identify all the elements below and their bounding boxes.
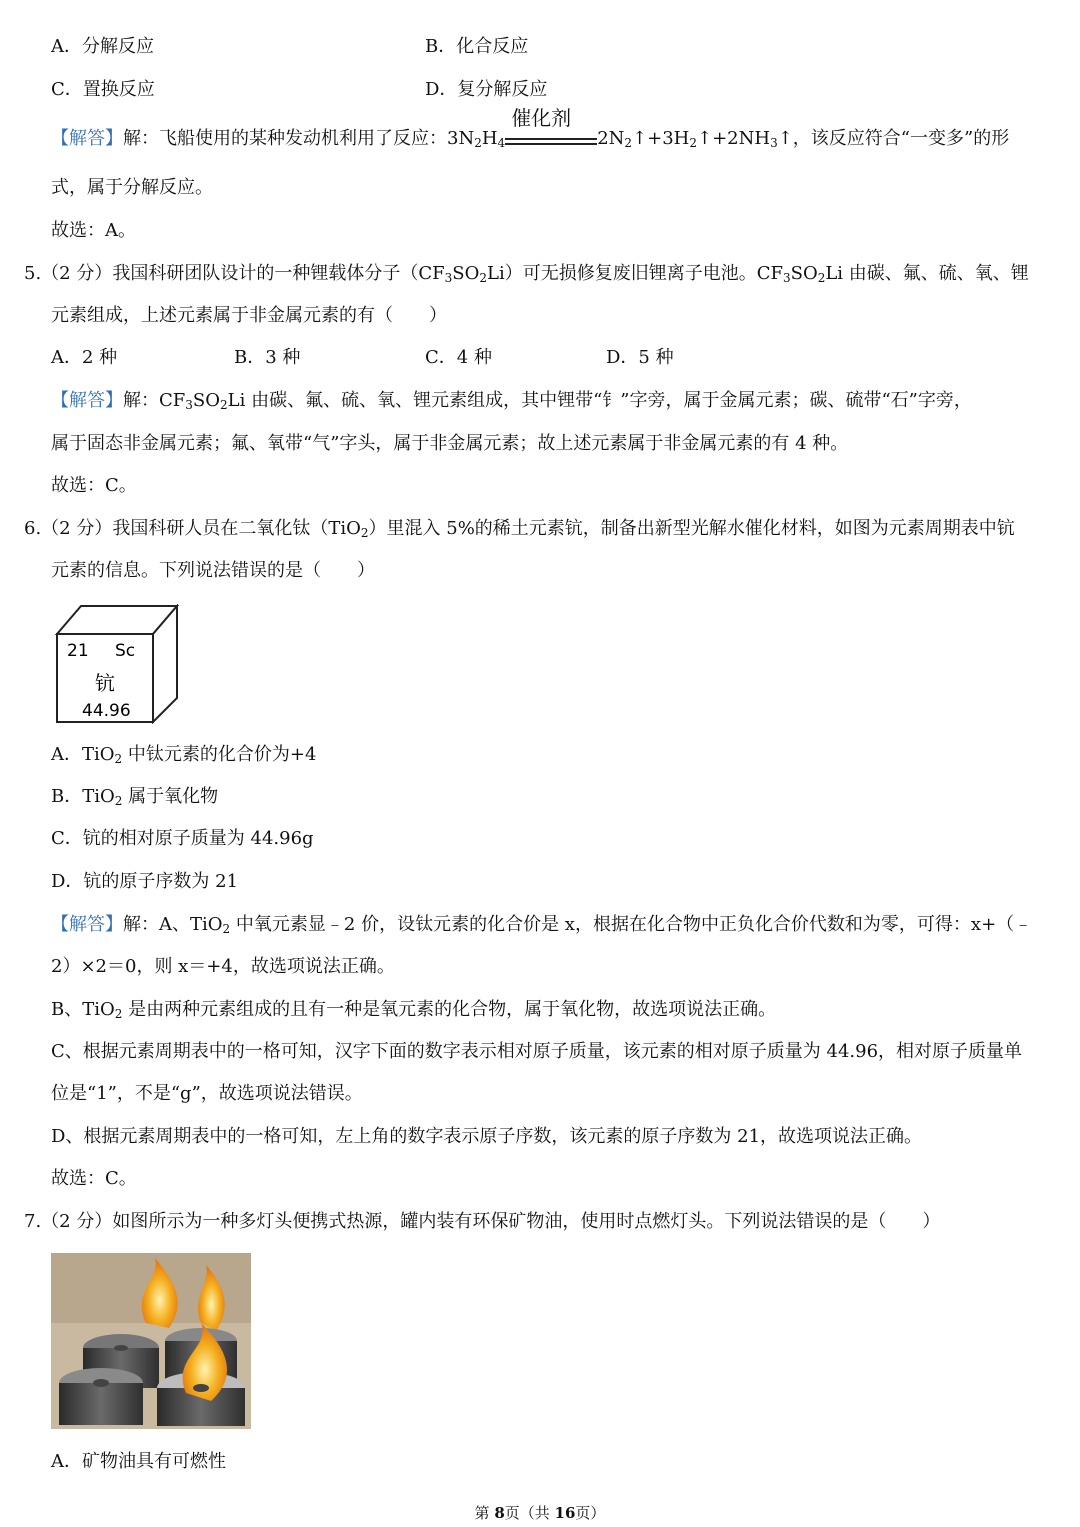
answer-tag: 【解答】 bbox=[51, 914, 123, 935]
subscript: 4 bbox=[497, 136, 506, 150]
q6-option-b: B．TiO$_2$ 属于氧化物 bbox=[51, 786, 219, 808]
catalyst-arrow bbox=[505, 106, 597, 152]
q5-choice: 故选：C。 bbox=[51, 475, 137, 496]
q6-answer-d: D、根据元素周期表中的一格可知，左上角的数字表示原子序数，该元素的原子序数为 21，故选项说法正确。 bbox=[51, 1126, 923, 1147]
q6-option-a: A．TiO$_2$ 中钛元素的化合价为+4 bbox=[51, 744, 317, 766]
answer-text: ↑，该反应符合“一变多”的形 bbox=[777, 128, 1010, 149]
page-footer: 第 8页（共 16页） bbox=[474, 1504, 606, 1522]
answer-text: 2N bbox=[597, 128, 625, 149]
q5-option-a: A．2 种 bbox=[51, 347, 118, 368]
q6-answer-c-line2: 位是“1”，不是“g”，故选项说法错误。 bbox=[51, 1083, 363, 1104]
q4-option-d: D．复分解反应 bbox=[425, 79, 548, 100]
q5-answer-line2: 属于固态非金属元素；氟、氧带“气”字头，属于非金属元素；故上述元素属于非金属元素的有 4 种。 bbox=[51, 433, 849, 454]
answer-text: H bbox=[481, 128, 498, 149]
q5-stem-line1: 5.（2 分）我国科研团队设计的一种锂载体分子$(CF_3SO_2Li)$可无损修复废旧锂离子电池。$CF_3SO_2Li$ 由碳、氟、硫、氧、锂 bbox=[24, 263, 1029, 285]
answer-tag: 【解答】 bbox=[51, 390, 123, 411]
q6-answer-c-line1: C、根据元素周期表中的一格可知，汉字下面的数字表示相对原子质量，该元素的相对原子质量为 44.96，相对原子质量单 bbox=[51, 1041, 1023, 1062]
subscript: 2 bbox=[474, 136, 482, 150]
q4-option-b: B．化合反应 bbox=[425, 36, 529, 57]
answer-text: ↑+2NH bbox=[697, 128, 771, 149]
q4-answer-line1 bbox=[51, 106, 1010, 156]
atomic-mass: 44.96 bbox=[82, 701, 131, 721]
q5-option-c: C．4 种 bbox=[425, 347, 492, 368]
q5-option-d: D．5 种 bbox=[606, 347, 674, 368]
q4-choice: 故选：A。 bbox=[51, 220, 136, 241]
subscript: 2 bbox=[624, 136, 633, 150]
atomic-number: 21 bbox=[67, 641, 89, 661]
subscript: 2 bbox=[689, 136, 697, 150]
answer-tag: 【解答】 bbox=[51, 128, 123, 149]
q7-stem: 7.（2 分）如图所示为一种多灯头便携式热源，罐内装有环保矿物油，使用时点燃灯头。下列说法错误的是（ ） bbox=[24, 1211, 941, 1232]
q6-answer-b: B、TiO$_2$ 是由两种元素组成的且有一种是氧元素的化合物，属于氧化物，故选项说法正确。 bbox=[51, 999, 777, 1021]
q6-option-d: D．钪的原子序数为 21 bbox=[51, 871, 239, 892]
burner-photo bbox=[51, 1253, 251, 1429]
q5-stem-line2: 元素组成，上述元素属于非金属元素的有（ ） bbox=[51, 305, 447, 326]
answer-text: 解：飞船使用的某种发动机利用了反应：3N bbox=[123, 128, 475, 149]
q4-answer-line2: 式，属于分解反应。 bbox=[51, 177, 213, 198]
catalyst-label: 催化剂 bbox=[511, 106, 572, 130]
current-page: 8 bbox=[494, 1504, 505, 1522]
subscript: 3 bbox=[770, 136, 778, 150]
element-symbol: Sc bbox=[115, 641, 136, 661]
element-name: 钪 bbox=[95, 671, 115, 695]
q6-stem-line2: 元素的信息。下列说法错误的是（ ） bbox=[51, 560, 375, 581]
q4-option-c: C．置换反应 bbox=[51, 79, 155, 100]
q5-answer-line1: 【解答】解：$CF_3SO_2Li$ 由碳、氟、硫、氧、锂元素组成，其中锂带“钅”字旁，属于金属元素；碳、硫带“石”字旁， bbox=[51, 390, 972, 412]
q6-choice: 故选：C。 bbox=[51, 1168, 137, 1189]
q7-option-a: A．矿物油具有可燃性 bbox=[51, 1451, 226, 1472]
q6-answer-a-line2: 2）×2＝0，则 x＝+4，故选项说法正确。 bbox=[51, 956, 395, 977]
total-pages: 16 bbox=[554, 1504, 576, 1522]
q5-option-b: B．3 种 bbox=[234, 347, 301, 368]
q6-answer-a-line1: 【解答】解：A、TiO$_2$ 中氧元素显﹣2 价，设钛元素的化合价是 x，根据在化合物中正负化合价代数和为零，可得：x+（﹣ bbox=[51, 914, 1033, 936]
q4-option-a: A．分解反应 bbox=[51, 36, 154, 57]
element-cell-figure bbox=[55, 604, 179, 724]
answer-text: ↑+3H bbox=[632, 128, 690, 149]
q6-stem-line1: 6.（2 分）我国科研人员在二氧化钛（TiO$_2$）里混入 5%的稀土元素钪，制备出新型光解水催化材料，如图为元素周期表中钪 bbox=[24, 518, 1015, 540]
q6-option-c: C．钪的相对原子质量为 44.96g bbox=[51, 828, 314, 849]
